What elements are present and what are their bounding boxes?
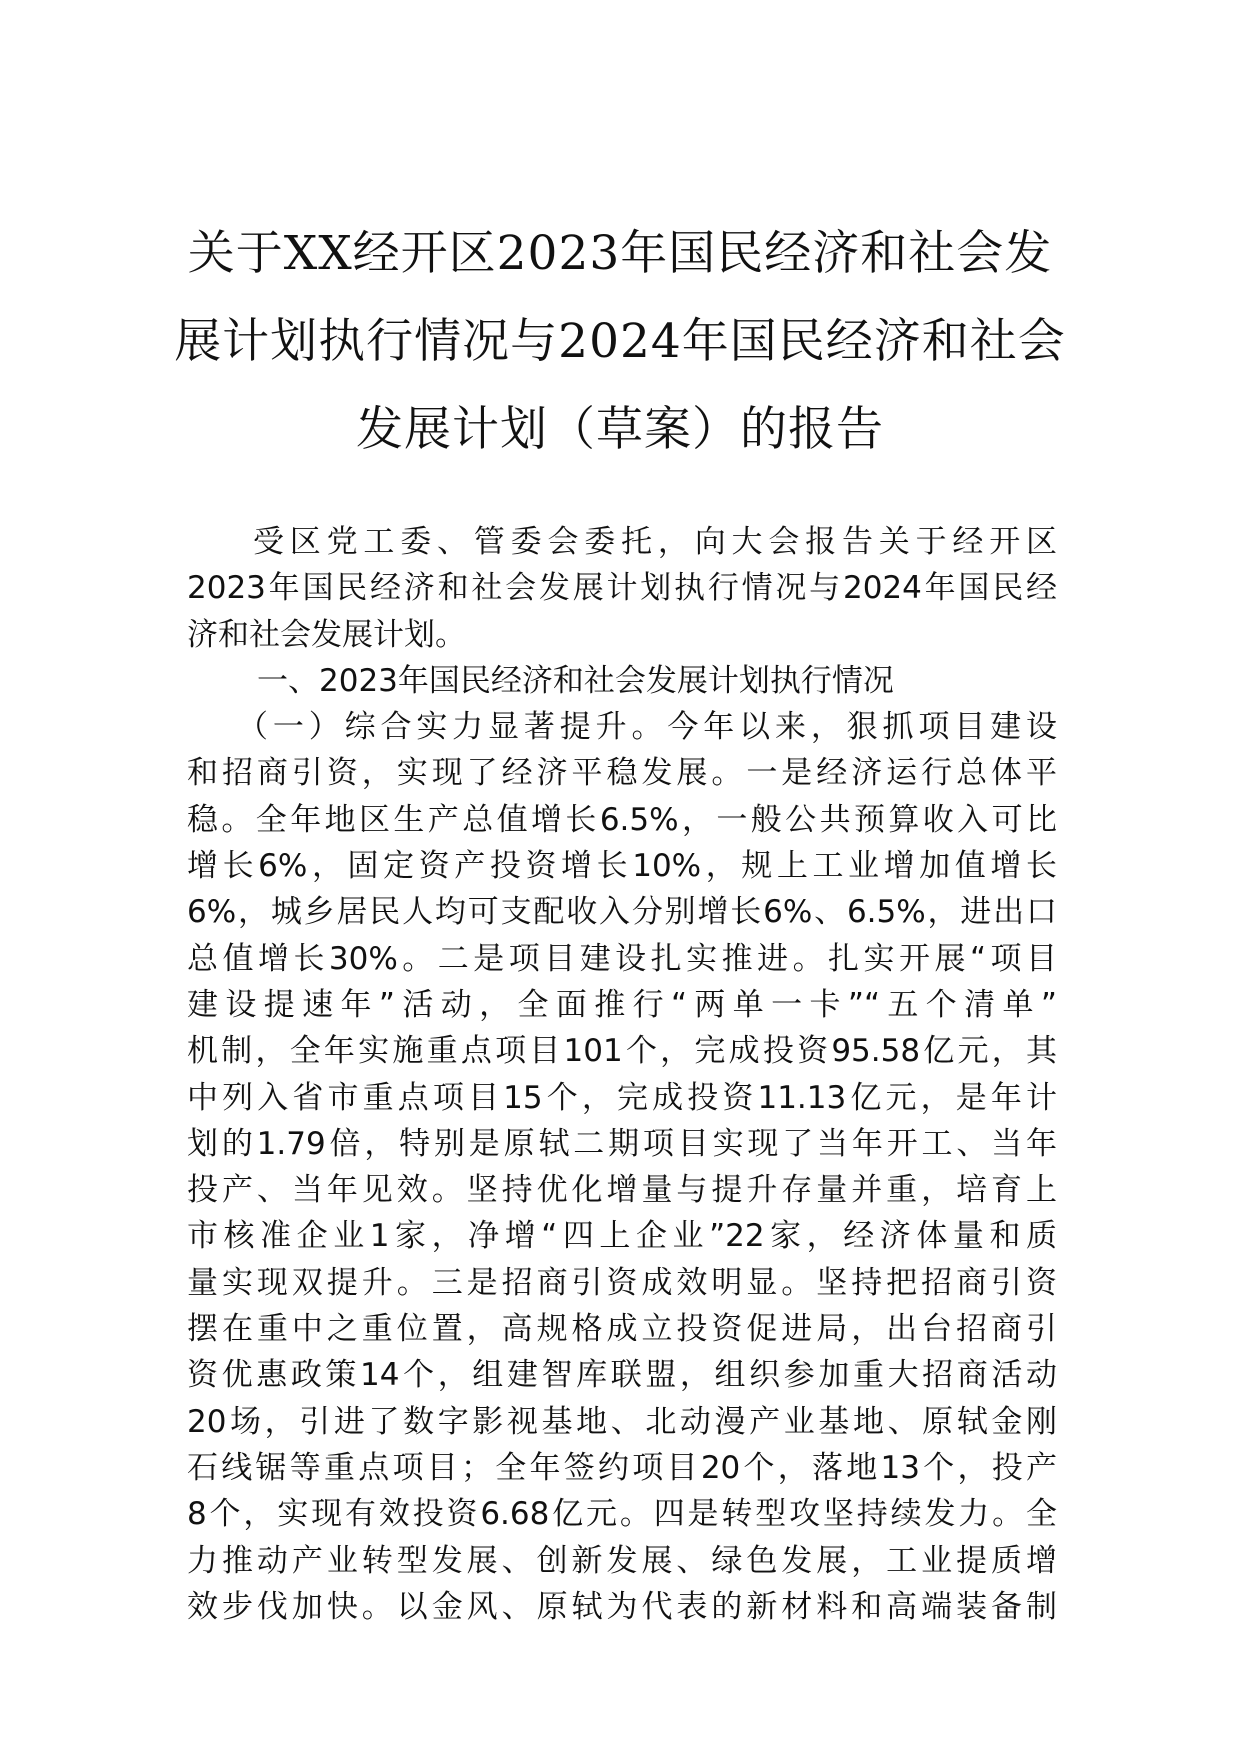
paragraph-line: 8个，实现有效投资6.68亿元。四是转型攻坚持续发力。全: [187, 1496, 1057, 1533]
paragraph-line: 投产、当年见效。坚持优化增量与提升存量并重，培育上: [187, 1172, 1057, 1209]
paragraph-line: 机制，全年实施重点项目101个，完成投资95.58亿元，其: [187, 1033, 1057, 1070]
paragraph-line: 和招商引资，实现了经济平稳发展。一是经济运行总体平: [187, 755, 1057, 792]
paragraph-line: 市核准企业1家，净增“四上企业”22家，经济体量和质: [187, 1218, 1057, 1255]
paragraph-line: 建设提速年”活动，全面推行“两单一卡”“五个清单”: [187, 986, 1057, 1023]
paragraph-line: 石线锯等重点项目；全年签约项目20个，落地13个，投产: [187, 1449, 1057, 1486]
paragraph-line: 力推动产业转型发展、创新发展、绿色发展，工业提质增: [187, 1542, 1057, 1579]
paragraph-line: 20场，引进了数字影视基地、北动漫产业基地、原轼金刚: [187, 1403, 1057, 1440]
paragraph-line: 6%，城乡居民人均可支配收入分别增长6%、6.5%，进出口: [187, 894, 1057, 931]
report-body: [187, 519, 1057, 1630]
title-line: 展计划执行情况与2024年国民经济和社会: [174, 314, 1066, 369]
section-heading: 一、2023年国民经济和社会发展计划执行情况: [257, 662, 894, 699]
paragraph-line: 中列入省市重点项目15个，完成投资11.13亿元，是年计: [187, 1079, 1057, 1116]
paragraph-line: 增长6%，固定资产投资增长10%，规上工业增加值增长: [187, 848, 1057, 885]
intro-line: 受区党工委、管委会委托，向大会报告关于经开区: [253, 524, 1057, 560]
intro-line: 2023年国民经济和社会发展计划执行情况与2024年国民经: [187, 570, 1057, 607]
title-line: 发展计划（草案）的报告: [356, 402, 884, 457]
report-title: [150, 210, 1090, 474]
paragraph-line: 量实现双提升。三是招商引资成效明显。坚持把招商引资: [187, 1264, 1057, 1301]
intro-line: 济和社会发展计划。: [187, 616, 466, 653]
paragraph-line: 资优惠政策14个，组建智库联盟，组织参加重大招商活动: [187, 1357, 1057, 1394]
paragraph-line: 稳。全年地区生产总值增长6.5%，一般公共预算收入可比: [187, 801, 1057, 838]
paragraph-line: 总值增长30%。二是项目建设扎实推进。扎实开展“项目: [187, 940, 1057, 977]
title-line: 关于XX经开区2023年国民经济和社会发: [187, 226, 1053, 281]
paragraph-line: 效步伐加快。以金风、原轼为代表的新材料和高端装备制: [187, 1588, 1057, 1625]
paragraph-line: （一）综合实力显著提升。今年以来，狠抓项目建设: [237, 709, 1057, 746]
paragraph-line: 摆在重中之重位置，高规格成立投资促进局，出台招商引: [187, 1311, 1057, 1348]
paragraph-line: 划的1.79倍，特别是原轼二期项目实现了当年开工、当年: [187, 1125, 1057, 1162]
